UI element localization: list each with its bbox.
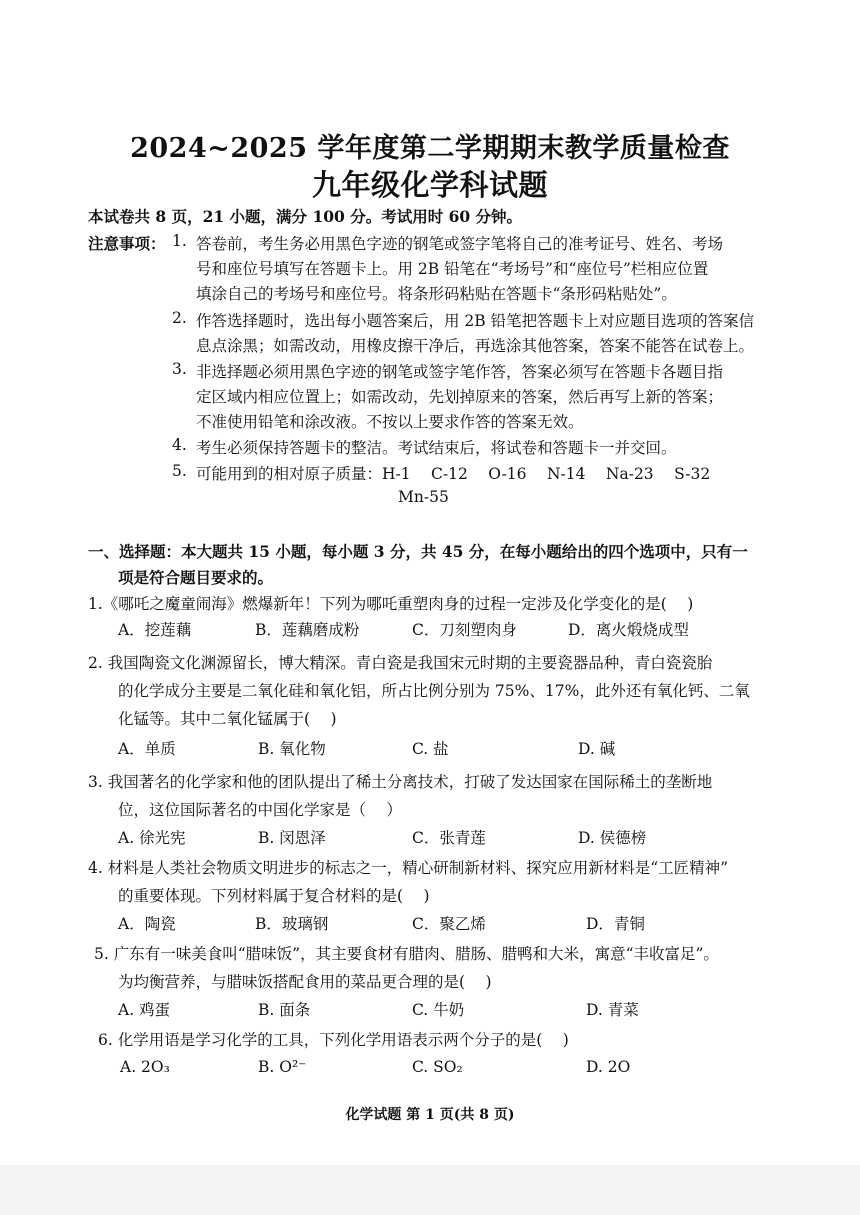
- option-d: D. 2O: [586, 1058, 631, 1076]
- option-a: A．挖莲藕: [118, 621, 192, 639]
- exam-subject-title: 九年级化学科试题: [311, 168, 548, 202]
- question-stem: 位，这位国际著名的中国化学家是（ ）: [118, 801, 402, 819]
- notice-number: 2.: [172, 309, 187, 327]
- question-stem: 4. 材料是人类社会物质文明进步的标志之一，精心研制新材料、探究应用新材料是“工匠精神”: [88, 859, 729, 877]
- option-c: C．聚乙烯: [412, 915, 486, 933]
- notice-line: 答卷前，考生务必用黑色字迹的钢笔或签字笔将自己的准考证号、姓名、考场: [196, 235, 724, 253]
- question-stem: 的重要体现。下列材料属于复合材料的是( ): [118, 887, 430, 905]
- notice-number: 5.: [172, 462, 187, 480]
- exam-intro: 本试卷共 8 页，21 小题，满分 100 分。考试用时 60 分钟。: [88, 207, 523, 226]
- option-c: C. 牛奶: [412, 1001, 465, 1019]
- option-c: C. SO₂: [412, 1058, 463, 1076]
- option-b: B. 氧化物: [258, 740, 326, 758]
- option-a: A. 鸡蛋: [118, 1001, 171, 1019]
- page-footer: 化学试题 第 1 页(共 8 页): [345, 1107, 515, 1123]
- option-c: C. 盐: [412, 740, 449, 758]
- question-stem: 化锰等。其中二氧化锰属于( ): [118, 710, 337, 728]
- option-b: B．玻璃钢: [255, 915, 329, 933]
- bottom-margin-strip: [0, 1165, 860, 1215]
- question-stem: 5. 广东有一味美食叫“腊味饭”，其主要食材有腊肉、腊肠、腊鸭和大米，寓意“丰收富足”。: [94, 945, 719, 963]
- option-d: D. 碱: [578, 740, 616, 758]
- exam-title: 2024~2025 学年度第二学期期末教学质量检查: [130, 133, 730, 164]
- section-heading: 项是符合题目要求的。: [118, 568, 274, 587]
- option-a: A．单质: [118, 740, 176, 758]
- option-b: B．莲藕磨成粉: [255, 621, 360, 639]
- notice-line: 考生必须保持答题卡的整洁。考试结束后，将试卷和答题卡一并交回。: [196, 439, 677, 457]
- option-a: A．陶瓷: [118, 915, 176, 933]
- notice-number: 1.: [172, 232, 187, 250]
- notice-line: 非选择题必须用黑色字迹的钢笔或签字笔作答，答案必须写在答题卡各题目指: [196, 363, 724, 381]
- question-stem: 3. 我国著名的化学家和他的团队提出了稀土分离技术，打破了发达国家在国际稀土的垄断地: [88, 773, 713, 791]
- atomic-mass-line: 可能用到的相对原子质量：H-1 C-12 O-16 N-14 Na-23 S-32: [196, 465, 711, 483]
- question-stem: 的化学成分主要是二氧化硅和氧化铝，所占比例分别为 75%、17%，此外还有氧化钙、二氧: [118, 682, 750, 700]
- option-d: D．青铜: [586, 915, 645, 933]
- option-b: B. 面条: [258, 1001, 311, 1019]
- notice-line: 填涂自己的考场号和座位号。将条形码粘贴在答题卡“条形码粘贴处”。: [196, 285, 677, 303]
- option-d: D. 侯德榜: [578, 829, 647, 847]
- question-stem: 1.《哪吒之魔童闹海》燃爆新年！下列为哪吒重塑肉身的过程一定涉及化学变化的是( ): [88, 595, 694, 613]
- question-stem: 2. 我国陶瓷文化渊源留长，博大精深。青白瓷是我国宋元时期的主要瓷器品种，青白瓷瓷胎: [88, 654, 713, 672]
- option-b: B. O²⁻: [258, 1058, 307, 1076]
- option-d: D．离火煅烧成型: [568, 621, 689, 639]
- notice-label: 注意事项：: [88, 234, 166, 253]
- notice-line: 作答选择题时，选出每小题答案后，用 2B 铅笔把答题卡上对应题目选项的答案信: [196, 312, 755, 330]
- notice-number: 4.: [172, 436, 187, 454]
- option-d: D. 青菜: [586, 1001, 639, 1019]
- atomic-mass-line: Mn-55: [398, 488, 449, 506]
- notice-line: 不准使用铅笔和涂改液。不按以上要求作答的答案无效。: [196, 413, 584, 431]
- option-c: C．刀刻塑肉身: [412, 621, 517, 639]
- question-stem: 6. 化学用语是学习化学的工具，下列化学用语表示两个分子的是( ): [98, 1031, 569, 1049]
- question-stem: 为均衡营养，与腊味饭搭配食用的菜品更合理的是( ): [118, 973, 492, 991]
- option-c: C．张青莲: [412, 829, 486, 847]
- notice-line: 定区域内相应位置上；如需改动，先划掉原来的答案，然后再写上新的答案；: [196, 388, 724, 406]
- section-heading: 一、选择题：本大题共 15 小题，每小题 3 分，共 45 分，在每小题给出的四个选项中，只有一: [88, 542, 748, 561]
- notice-line: 号和座位号填写在答题卡上。用 2B 铅笔在“考场号”和“座位号”栏相应位置: [196, 260, 709, 278]
- option-b: B. 闵恩泽: [258, 829, 326, 847]
- notice-line: 息点涂黑；如需改动，用橡皮擦干净后，再选涂其他答案，答案不能答在试卷上。: [196, 337, 755, 355]
- option-a: A. 2O₃: [120, 1058, 170, 1076]
- notice-number: 3.: [172, 360, 187, 378]
- option-a: A. 徐光宪: [118, 829, 186, 847]
